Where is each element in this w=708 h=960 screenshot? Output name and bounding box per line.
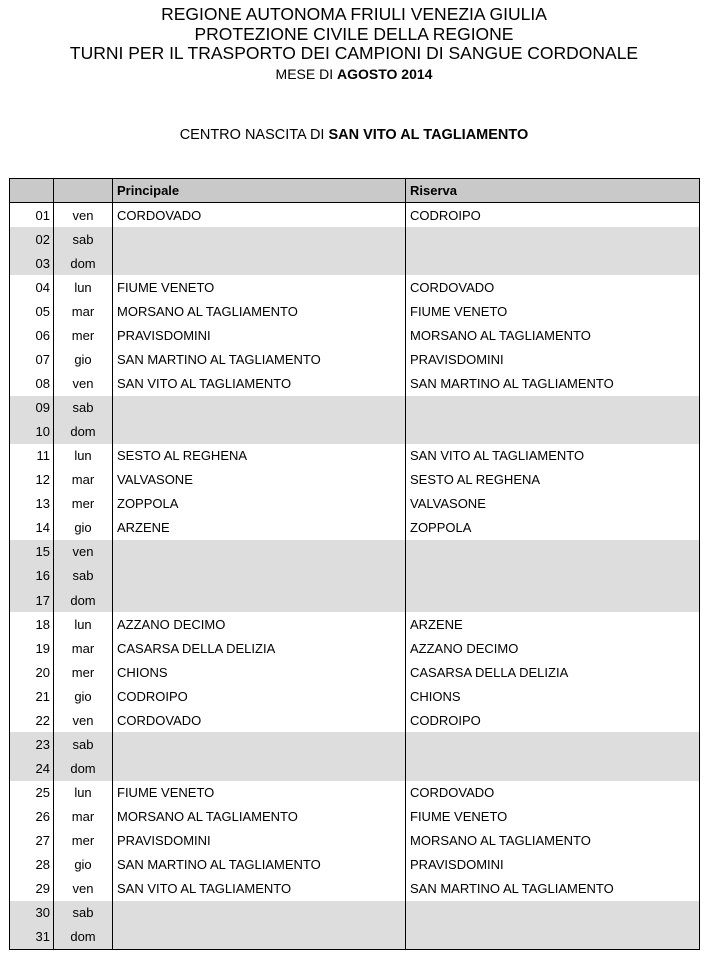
weekday-cell: gio [54, 347, 113, 371]
principale-cell [113, 732, 406, 756]
day-number-cell: 14 [10, 516, 54, 540]
weekday-cell: dom [54, 925, 113, 949]
principale-cell: FIUME VENETO [113, 275, 406, 299]
day-number-cell: 20 [10, 660, 54, 684]
day-number-cell: 01 [10, 203, 54, 227]
riserva-cell [406, 420, 699, 444]
riserva-cell [406, 588, 699, 612]
principale-cell: SESTO AL REGHENA [113, 444, 406, 468]
weekday-cell: mar [54, 636, 113, 660]
table-row [10, 323, 699, 347]
table-row [10, 540, 699, 564]
weekday-cell: mer [54, 492, 113, 516]
riserva-cell: PRAVISDOMINI [410, 857, 504, 873]
column-header-riserva: Riserva [410, 183, 457, 198]
principale-cell: SAN MARTINO AL TAGLIAMENTO [113, 347, 406, 371]
table-body [10, 203, 699, 949]
weekday-cell: mar [54, 299, 113, 323]
table-row [10, 925, 699, 949]
day-number-cell: 30 [10, 901, 54, 925]
weekday-cell: lun [54, 444, 113, 468]
day-number-cell: 06 [10, 323, 54, 347]
principale-cell: CORDOVADO [113, 203, 406, 227]
principale-cell: SAN MARTINO AL TAGLIAMENTO [113, 853, 406, 877]
day-number-cell: 08 [10, 371, 54, 395]
table-row [10, 275, 699, 299]
day-number-cell: 19 [10, 636, 54, 660]
principale-cell: PRAVISDOMINI [113, 323, 406, 347]
table-row [10, 396, 699, 420]
table-row [10, 516, 699, 540]
day-number-cell: 24 [10, 756, 54, 780]
weekday-cell: dom [54, 251, 113, 275]
principale-cell: FIUME VENETO [113, 781, 406, 805]
day-number-cell: 26 [10, 805, 54, 829]
weekday-cell: dom [54, 588, 113, 612]
table-row [10, 636, 699, 660]
day-number-cell: 05 [10, 299, 54, 323]
document-title-line-1: REGIONE AUTONOMA FRIULI VENEZIA GIULIA [161, 4, 547, 24]
table-row [10, 588, 699, 612]
column-header-day [10, 179, 54, 202]
table-header-row [10, 179, 699, 203]
principale-cell [113, 588, 406, 612]
centre-name: SAN VITO AL TAGLIAMENTO [328, 127, 529, 143]
day-number-cell: 09 [10, 396, 54, 420]
riserva-cell [406, 925, 699, 949]
table-row [10, 347, 699, 371]
table-row [10, 420, 699, 444]
principale-cell: CORDOVADO [113, 708, 406, 732]
principale-cell: MORSANO AL TAGLIAMENTO [113, 299, 406, 323]
document-title-line-2: PROTEZIONE CIVILE DELLA REGIONE [194, 23, 514, 44]
riserva-cell: CORDOVADO [410, 279, 495, 295]
weekday-cell: sab [54, 227, 113, 251]
table-row [10, 203, 699, 227]
principale-cell: SAN VITO AL TAGLIAMENTO [113, 877, 406, 901]
riserva-cell: CASARSA DELLA DELIZIA [410, 664, 569, 680]
weekday-cell: ven [54, 371, 113, 395]
weekday-cell: gio [54, 684, 113, 708]
table-row [10, 227, 699, 251]
table-row [10, 564, 699, 588]
principale-cell [113, 756, 406, 780]
weekday-cell: sab [54, 732, 113, 756]
riserva-cell: FIUME VENETO [410, 303, 508, 319]
riserva-cell [406, 756, 699, 780]
day-number-cell: 17 [10, 588, 54, 612]
column-header-principale: Principale [113, 179, 406, 202]
weekday-cell: ven [54, 708, 113, 732]
table-row [10, 299, 699, 323]
weekday-cell: ven [54, 203, 113, 227]
table-row [10, 877, 699, 901]
riserva-cell [406, 564, 699, 588]
day-number-cell: 03 [10, 251, 54, 275]
riserva-cell: MORSANO AL TAGLIAMENTO [410, 833, 591, 849]
riserva-cell: SAN VITO AL TAGLIAMENTO [410, 448, 585, 464]
weekday-cell: ven [54, 540, 113, 564]
table-row [10, 708, 699, 732]
day-number-cell: 22 [10, 708, 54, 732]
riserva-cell [406, 540, 699, 564]
table-row [10, 901, 699, 925]
riserva-cell: ARZENE [410, 616, 463, 632]
day-number-cell: 15 [10, 540, 54, 564]
weekday-cell: mer [54, 829, 113, 853]
table-row [10, 492, 699, 516]
principale-cell [113, 420, 406, 444]
riserva-cell: VALVASONE [410, 496, 486, 512]
riserva-cell [406, 901, 699, 925]
weekday-cell: lun [54, 612, 113, 636]
month-line [0, 66, 708, 82]
day-number-cell: 18 [10, 612, 54, 636]
table-row [10, 612, 699, 636]
weekday-cell: dom [54, 420, 113, 444]
riserva-cell: PRAVISDOMINI [410, 351, 504, 367]
principale-cell: CASARSA DELLA DELIZIA [113, 636, 406, 660]
table-row [10, 371, 699, 395]
weekday-cell: mer [54, 323, 113, 347]
weekday-cell: mar [54, 805, 113, 829]
principale-cell: CHIONS [113, 660, 406, 684]
riserva-cell: MORSANO AL TAGLIAMENTO [410, 327, 591, 343]
riserva-cell: ZOPPOLA [410, 520, 472, 536]
day-number-cell: 16 [10, 564, 54, 588]
weekday-cell: mer [54, 660, 113, 684]
day-number-cell: 28 [10, 853, 54, 877]
table-row [10, 468, 699, 492]
principale-cell: CODROIPO [113, 684, 406, 708]
day-number-cell: 27 [10, 829, 54, 853]
day-number-cell: 21 [10, 684, 54, 708]
weekday-cell: gio [54, 516, 113, 540]
riserva-cell [406, 732, 699, 756]
weekday-cell: sab [54, 901, 113, 925]
weekday-cell: sab [54, 396, 113, 420]
principale-cell: ZOPPOLA [113, 492, 406, 516]
day-number-cell: 25 [10, 781, 54, 805]
document-title-line-3: TURNI PER IL TRASPORTO DEI CAMPIONI DI SANGUE CORDONALE [69, 43, 639, 63]
principale-cell [113, 396, 406, 420]
weekday-cell: dom [54, 756, 113, 780]
riserva-cell [406, 227, 699, 251]
weekday-cell: sab [54, 564, 113, 588]
riserva-cell [406, 251, 699, 275]
day-number-cell: 04 [10, 275, 54, 299]
column-header-weekday [54, 179, 113, 202]
riserva-cell: AZZANO DECIMO [410, 640, 519, 656]
table-row [10, 756, 699, 780]
weekday-cell: lun [54, 275, 113, 299]
day-number-cell: 12 [10, 468, 54, 492]
day-number-cell: 13 [10, 492, 54, 516]
riserva-cell: CODROIPO [410, 712, 481, 728]
weekday-cell: ven [54, 877, 113, 901]
riserva-cell: FIUME VENETO [410, 809, 508, 825]
principale-cell [113, 251, 406, 275]
day-number-cell: 23 [10, 732, 54, 756]
schedule-table [9, 178, 700, 950]
riserva-cell: SESTO AL REGHENA [410, 472, 541, 488]
principale-cell [113, 901, 406, 925]
day-number-cell: 11 [10, 444, 54, 468]
riserva-cell: CORDOVADO [410, 785, 495, 801]
month-prefix: MESE DI [275, 66, 334, 82]
principale-cell: ARZENE [113, 516, 406, 540]
table-row [10, 781, 699, 805]
weekday-cell: lun [54, 781, 113, 805]
table-row [10, 251, 699, 275]
centre-line [0, 127, 708, 144]
principale-cell: VALVASONE [113, 468, 406, 492]
principale-cell: MORSANO AL TAGLIAMENTO [113, 805, 406, 829]
table-row [10, 829, 699, 853]
day-number-cell: 31 [10, 925, 54, 949]
principale-cell [113, 540, 406, 564]
principale-cell: PRAVISDOMINI [113, 829, 406, 853]
month-value: AGOSTO 2014 [337, 66, 433, 82]
riserva-cell: CHIONS [410, 688, 461, 704]
principale-cell [113, 564, 406, 588]
day-number-cell: 10 [10, 420, 54, 444]
table-row [10, 853, 699, 877]
day-number-cell: 29 [10, 877, 54, 901]
table-row [10, 805, 699, 829]
principale-cell [113, 227, 406, 251]
table-row [10, 444, 699, 468]
riserva-cell: SAN MARTINO AL TAGLIAMENTO [410, 375, 614, 391]
table-row [10, 660, 699, 684]
table-row [10, 732, 699, 756]
riserva-cell: CODROIPO [410, 207, 481, 223]
weekday-cell: mar [54, 468, 113, 492]
day-number-cell: 07 [10, 347, 54, 371]
principale-cell [113, 925, 406, 949]
riserva-cell: SAN MARTINO AL TAGLIAMENTO [410, 881, 614, 897]
riserva-cell [406, 396, 699, 420]
principale-cell: AZZANO DECIMO [113, 612, 406, 636]
day-number-cell: 02 [10, 227, 54, 251]
table-row [10, 684, 699, 708]
principale-cell: SAN VITO AL TAGLIAMENTO [113, 371, 406, 395]
weekday-cell: gio [54, 853, 113, 877]
centre-prefix: CENTRO NASCITA DI [179, 127, 325, 143]
